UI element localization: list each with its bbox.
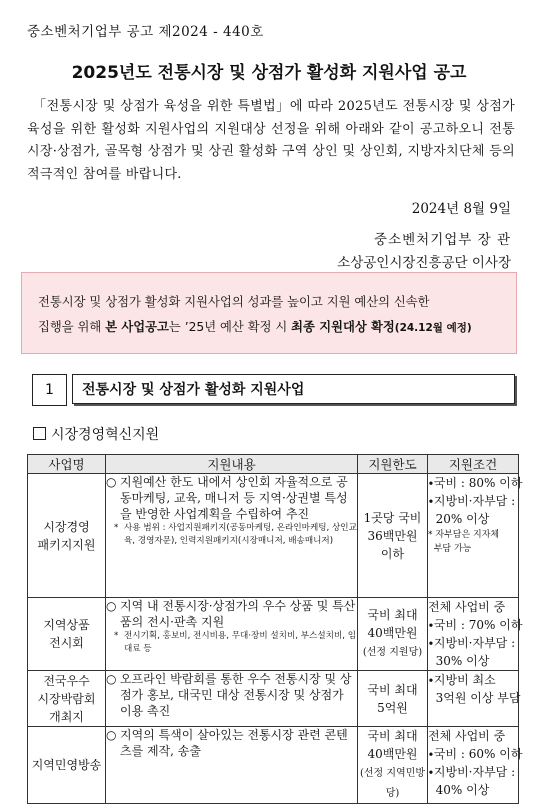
support-condition-line: ∙국비 : 60% 이하 — [428, 747, 523, 761]
support-condition-line: ∙지방비 최소 — [428, 673, 496, 687]
program-name: 전시회 — [49, 636, 84, 650]
signatory-ministry: 중소벤처기업부 장 관 — [374, 232, 511, 248]
program-name-cell — [28, 474, 106, 598]
support-content-text: 오프라인 박람회를 통한 우수 전통시장 및 상점가 홍보, 대국민 대상 전통시장 및 상점가 이용 촉진 — [120, 672, 352, 718]
support-condition-line: 전체 사업비 중 — [428, 729, 506, 743]
support-condition-line: ∙국비 : 70% 이하 — [428, 618, 523, 632]
support-limit-cell — [358, 727, 428, 804]
section-title: 전통시장 및 상점가 활성화 지원사업 — [72, 374, 515, 404]
support-limit: 36백만원 — [367, 528, 418, 543]
circle-bullet-icon: ○ — [106, 599, 117, 613]
support-limit-note: (선정 지원당) — [362, 647, 423, 658]
program-name: 전국우수 — [43, 673, 90, 688]
support-table — [27, 454, 523, 804]
support-limit: 40백만원 — [367, 626, 418, 640]
circle-bullet-icon: ○ — [106, 728, 117, 742]
support-content-cell — [106, 598, 358, 671]
program-name: 시장경영 — [43, 519, 90, 534]
support-condition-note: * 자부담은 지자체 부담 가능 — [428, 530, 500, 554]
notice-text: 집행을 위해 — [38, 320, 106, 334]
notice-box — [21, 272, 517, 354]
support-limit: 5억원 — [377, 700, 408, 715]
asterisk-icon: * — [114, 631, 119, 641]
support-limit-cell — [358, 598, 428, 671]
support-note-text: 전시기획, 홍보비, 전시비용, 무대·장비 설치비, 부스설치비, 임대료 등 — [124, 631, 357, 654]
program-name: 패키지지원 — [37, 537, 96, 552]
program-name-cell — [28, 598, 106, 671]
support-condition-line: ∙지방비·자부담 : — [428, 636, 516, 650]
circle-bullet-icon: ○ — [106, 475, 117, 489]
support-condition-line: 전체 사업비 중 — [428, 600, 506, 614]
circle-bullet-icon: ○ — [106, 672, 117, 686]
column-header: 지원내용 — [106, 455, 358, 474]
intro-paragraph: 「전통시장 및 상점가 육성을 위한 특별법」에 따라 2025년도 전통시장 및 상점가 육성을 위한 활성화 지원사업의 지원대상 선정을 위해 아래와 같이 공고하오니 전통시장·상점가, 골목형 상점가 및 상권 활성화 구역 상인 및 상인회, 지방자치단체 등의 적극적인 참여를 바랍니다. — [27, 99, 515, 182]
subsection-heading — [33, 424, 159, 444]
support-condition-cell — [428, 727, 523, 804]
program-name-cell — [28, 671, 106, 727]
support-content-bullet — [106, 727, 357, 759]
program-name: 개최지 — [49, 709, 84, 724]
program-name-cell — [28, 727, 106, 804]
support-limit-cell — [358, 474, 428, 598]
support-content-bullet — [106, 598, 357, 630]
column-header: 사업명 — [28, 455, 106, 474]
support-condition-line: ∙국비 : 80% 이하 — [428, 476, 523, 490]
notice-line-1: 전통시장 및 상점가 활성화 지원사업의 성과를 높이고 지원 예산의 신속한 — [38, 295, 430, 309]
support-content-bullet — [106, 671, 357, 719]
table-row — [28, 598, 519, 671]
support-condition-line: ∙지방비·자부담 : — [428, 494, 516, 508]
table-row — [28, 671, 519, 727]
asterisk-icon: * — [114, 523, 119, 533]
notice-line-2 — [38, 315, 500, 341]
support-content-text: 지역 내 전통시장·상점가의 우수 상품 및 특산품의 전시·판촉 지원 — [120, 599, 356, 629]
support-content-note — [106, 630, 357, 656]
table-row — [28, 474, 519, 598]
support-limit: 40백만원 — [367, 747, 418, 761]
support-content-cell — [106, 671, 358, 727]
column-header: 지원조건 — [428, 455, 519, 474]
support-condition-line: 40% 이상 — [428, 783, 490, 797]
support-condition-cell — [428, 671, 519, 727]
notice-date: 2024년 8월 9일 — [411, 201, 511, 217]
table-header-row — [28, 455, 519, 474]
support-content-cell — [106, 474, 358, 598]
support-condition-line: 30% 이상 — [428, 654, 490, 668]
page-title: 2025년도 전통시장 및 상점가 활성화 지원사업 공고 — [71, 63, 467, 83]
support-limit-note: (선정 지역민방당) — [359, 768, 426, 799]
column-header: 지원한도 — [358, 455, 428, 474]
notice-emphasis: 최종 지원대상 확정 — [291, 320, 395, 334]
section-number: 1 — [32, 374, 67, 406]
notice-schedule: (24.12월 예정) — [394, 322, 472, 334]
notice-number: 중소벤처기업부 공고 제2024 - 440호 — [27, 24, 264, 40]
support-note-text: 사용 범위 : 사업지원패키지(공동마케팅, 온라인마케팅, 상인교육, 경영자문), 인력지원패키지(시장매니저, 배송매니저) — [124, 523, 357, 546]
notice-text: 는 ’25년 예산 확정 시 — [168, 320, 292, 334]
support-condition-line: 20% 이상 — [428, 512, 490, 526]
support-limit: 1곳당 국비 — [363, 510, 422, 525]
support-condition-cell — [428, 598, 523, 671]
support-limit: 국비 최대 — [367, 608, 418, 622]
support-content-text: 지원예산 한도 내에서 상인회 자율적으로 공동마케팅, 교육, 매니저 등 지역·상권별 특성을 반영한 사업계획을 수립하여 추진 — [120, 475, 348, 521]
support-content-note — [106, 522, 357, 548]
table-row — [28, 727, 519, 804]
support-content-text: 지역의 특색이 살아있는 전통시장 관련 콘텐츠를 제작, 송출 — [120, 728, 348, 758]
section-heading — [32, 374, 517, 406]
support-content-cell — [106, 727, 358, 804]
support-content-bullet — [106, 474, 357, 522]
program-name: 시장박람회 — [37, 691, 96, 706]
support-condition-line: ∙지방비·자부담 : — [428, 765, 516, 779]
program-name: 지역상품 — [43, 618, 90, 632]
subsection-title: 시장경영혁신지원 — [51, 427, 160, 443]
signatory-agency: 소상공인시장진흥공단 이사장 — [337, 255, 511, 271]
support-limit: 국비 최대 — [367, 729, 418, 743]
support-limit-cell — [358, 671, 428, 727]
support-limit: 국비 최대 — [367, 682, 418, 697]
support-limit: 이하 — [380, 546, 405, 561]
support-condition-line: 3억원 이상 부담 — [428, 691, 521, 705]
checkbox-square-icon — [33, 427, 46, 440]
program-name: 지역민영방송 — [31, 758, 102, 772]
notice-emphasis: 본 사업공고 — [105, 320, 169, 334]
support-condition-cell — [428, 474, 523, 598]
